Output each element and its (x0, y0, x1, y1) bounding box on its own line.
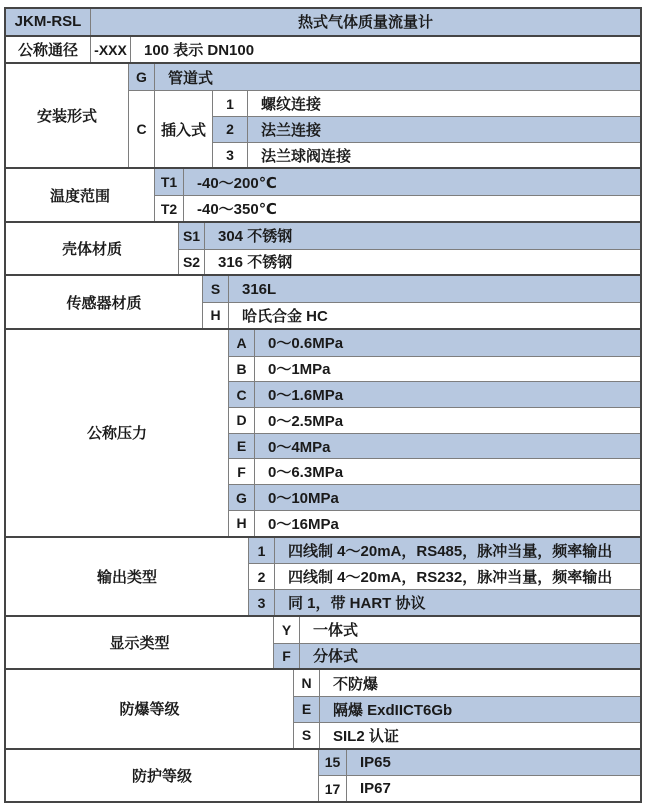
install-sub-desc: 法兰连接 (247, 116, 640, 142)
sensor-desc: 316L (228, 276, 640, 302)
housing-desc: 304 不锈钢 (204, 223, 640, 249)
temperature-label: 温度范围 (49, 187, 110, 205)
explosion-code: N (293, 670, 319, 696)
section-temperature (6, 167, 640, 220)
install-code-c: C (128, 90, 154, 167)
pressure-desc: 0～10MPa (254, 484, 640, 510)
section-sensor (6, 274, 640, 327)
explosion-code: E (293, 696, 319, 722)
explosion-label: 防爆等级 (119, 701, 180, 719)
section-protection (6, 748, 640, 801)
temperature-code: T2 (154, 195, 183, 221)
output-code: 1 (248, 538, 274, 564)
section-output (6, 536, 640, 615)
pressure-code: B (228, 356, 254, 382)
display-desc: 一体式 (299, 617, 640, 643)
install-label: 安装形式 (36, 108, 97, 126)
pressure-code: E (228, 433, 254, 459)
output-desc: 四线制 4～20mA，RS232，脉冲当量，频率输出 (274, 563, 640, 589)
display-desc: 分体式 (299, 643, 640, 669)
diameter-code: -XXX (90, 37, 130, 63)
pressure-code: H (228, 510, 254, 536)
protection-desc: IP65 (346, 750, 640, 776)
pressure-code: D (228, 407, 254, 433)
install-insert-name: 插入式 (154, 90, 212, 167)
temperature-desc: -40～350℃ (183, 195, 640, 221)
section-display (6, 615, 640, 668)
output-desc: 同 1，带 HART 协议 (274, 589, 640, 615)
install-code-g: G (128, 64, 154, 90)
protection-code: 15 (318, 750, 346, 776)
explosion-desc: 隔爆 ExdIICT6Gb (319, 696, 640, 722)
sensor-code: H (202, 302, 228, 328)
pressure-desc: 0～1MPa (254, 356, 640, 382)
display-code: Y (273, 617, 299, 643)
temperature-code: T1 (154, 169, 183, 195)
sensor-label: 传感器材质 (66, 294, 142, 312)
section-header (6, 9, 640, 35)
protection-code: 17 (318, 775, 346, 801)
install-sub-desc: 法兰球阀连接 (247, 142, 640, 168)
section-housing (6, 221, 640, 274)
section-install (6, 62, 640, 167)
section-diameter (6, 35, 640, 63)
install-sub-desc: 螺纹连接 (247, 90, 640, 116)
sensor-code: S (202, 276, 228, 302)
explosion-desc: 不防爆 (319, 670, 640, 696)
output-code: 3 (248, 589, 274, 615)
explosion-desc: SIL2 认证 (319, 722, 640, 748)
diameter-label: 公称通径 (17, 42, 78, 60)
install-desc-g: 管道式 (154, 64, 640, 90)
section-pressure (6, 328, 640, 536)
output-code: 2 (248, 563, 274, 589)
housing-label: 壳体材质 (61, 241, 122, 259)
selection-table (4, 7, 642, 803)
install-sub-code: 3 (212, 142, 247, 168)
pressure-desc: 0～0.6MPa (254, 330, 640, 356)
pressure-desc: 0～2.5MPa (254, 407, 640, 433)
pressure-code: F (228, 458, 254, 484)
temperature-desc: -40～200℃ (183, 169, 640, 195)
housing-code: S1 (178, 223, 204, 249)
pressure-desc: 0～4MPa (254, 433, 640, 459)
pressure-desc: 0～6.3MPa (254, 458, 640, 484)
section-explosion (6, 668, 640, 747)
pressure-code: A (228, 330, 254, 356)
sensor-desc: 哈氏合金 HC (228, 302, 640, 328)
housing-desc: 316 不锈钢 (204, 249, 640, 275)
output-label: 输出类型 (96, 568, 157, 586)
output-desc: 四线制 4～20mA，RS485，脉冲当量，频率输出 (274, 538, 640, 564)
pressure-code: C (228, 381, 254, 407)
explosion-code: S (293, 722, 319, 748)
pressure-label: 公称压力 (86, 425, 147, 443)
display-label: 显示类型 (109, 635, 170, 653)
protection-desc: IP67 (346, 775, 640, 801)
display-code: F (273, 643, 299, 669)
pressure-desc: 0～1.6MPa (254, 381, 640, 407)
pressure-desc: 0～16MPa (254, 510, 640, 536)
housing-code: S2 (178, 249, 204, 275)
install-sub-code: 2 (212, 116, 247, 142)
install-sub-code: 1 (212, 90, 247, 116)
model-code: JKM-RSL (6, 9, 90, 35)
pressure-code: G (228, 484, 254, 510)
diameter-desc: 100 表示 DN100 (130, 37, 640, 63)
protection-label: 防护等级 (131, 767, 192, 785)
page-title: 热式气体质量流量计 (90, 9, 640, 35)
